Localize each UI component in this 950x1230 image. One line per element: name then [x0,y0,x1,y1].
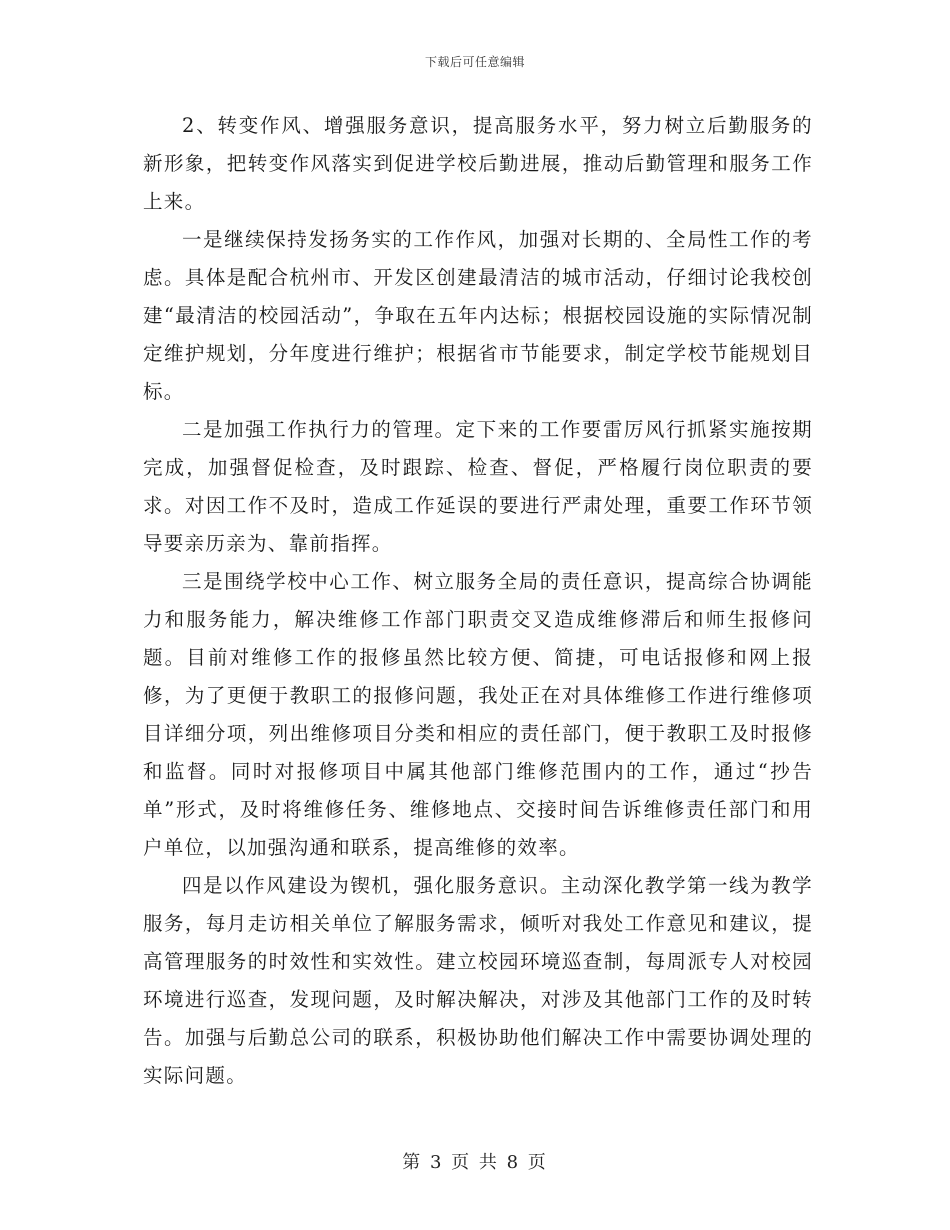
paragraph-fourth-point: 四是以作风建设为锲机，强化服务意识。主动深化教学第一线为教学服务，每月走访相关单位了解服务需求，倾听对我处工作意见和建议，提高管理服务的时效性和实效性。建立校园环境巡查制，每周派专人对校园环境进行巡查，发现问题，及时解决解决，对涉及其他部门工作的及时转告。加强与后勤总公司的联系，积极协助他们解决工作中需要协调处理的实际问题。 [143,874,813,1087]
document-body [143,107,813,1095]
page-header-note: 下载后可任意编辑 [424,55,525,69]
paragraph-third-point: 三是围绕学校中心工作、树立服务全局的责任意识，提高综合协调能力和服务能力，解决维修工作部门职责交叉造成维修滞后和师生报修问题。目前对维修工作的报修虽然比较方便、简捷，可电话报修和网上报修，为了更便于教职工的报修问题，我处正在对具体维修工作进行维修项目详细分项，列出维修项目分类和相应的责任部门，便于教职工及时报修和监督。同时对报修项目中属其他部门维修范围内的工作，通过“抄告单”形式，及时将维修任务、维修地点、交接时间告诉维修责任部门和用户单位，以加强沟通和联系，提高维修的效率。 [143,570,813,859]
paragraph-first-point: 一是继续保持发扬务实的工作作风，加强对长期的、全局性工作的考虑。具体是配合杭州市、开发区创建最清洁的城市活动，仔细讨论我校创建“最清洁的校园活动”，争取在五年内达标；根据校园设施的实际情况制定维护规划，分年度进行维护；根据省市节能要求，制定学校节能规划目标。 [143,228,813,403]
page-number-footer: 第 3 页 共 8 页 [402,1152,548,1173]
paragraph-item-2: 2、转变作风、增强服务意识，提高服务水平，努力树立后勤服务的新形象，把转变作风落实到促进学校后勤进展，推动后勤管理和服务工作上来。 [143,114,813,213]
paragraph-second-point: 二是加强工作执行力的管理。定下来的工作要雷厉风行抓紧实施按期完成，加强督促检查，及时跟踪、检查、督促，严格履行岗位职责的要求。对因工作不及时，造成工作延误的要进行严肃处理，重要工作环节领导要亲历亲为、靠前指挥。 [143,418,813,555]
